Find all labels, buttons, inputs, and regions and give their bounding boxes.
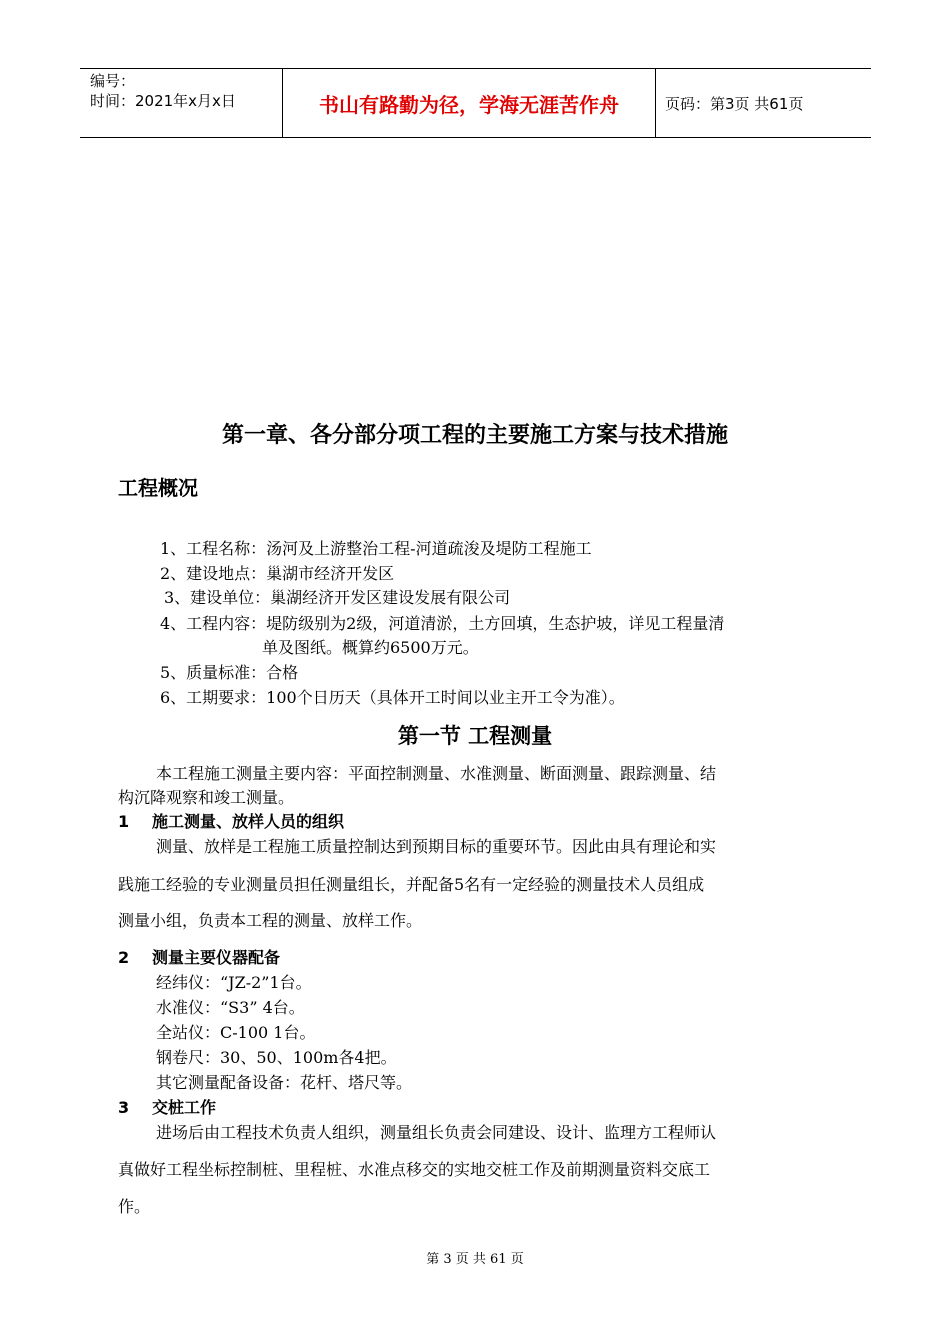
paragraph-line: 作。 [118, 1197, 151, 1216]
paragraph-line: 测量小组，负责本工程的测量、放样工作。 [118, 911, 423, 930]
header-page-label: 页码：第3页 共61页 [665, 95, 804, 113]
subsection-number: 1 [118, 812, 130, 831]
page-footer: 第 3 页 共 61 页 [426, 1252, 524, 1267]
overview-item: 5、质量标准：合格 [160, 663, 299, 682]
overview-item: 4、工程内容：堤防级别为2级，河道清淤，土方回填，生态护坡，详见工程量清 [160, 614, 725, 633]
equipment-line: 全站仪：C-100 1台。 [156, 1023, 316, 1042]
subsection-title: 测量主要仪器配备 [152, 948, 281, 967]
date-label: 时间：2021年x月x日 [90, 92, 236, 110]
subsection-heading-1 [118, 809, 344, 832]
header-meta [90, 71, 236, 111]
section-title: 第一节 工程测量 [397, 724, 553, 748]
header-motto: 书山有路勤为径，学海无涯苦作舟 [319, 92, 619, 117]
subsection-heading-3 [118, 1095, 216, 1118]
section-intro-line: 构沉降观察和竣工测量。 [118, 788, 295, 807]
section-intro-line: 本工程施工测量主要内容：平面控制测量、水准测量、断面测量、跟踪测量、结 [156, 764, 717, 783]
overview-heading: 工程概况 [118, 476, 198, 500]
overview-item-continued: 单及图纸。概算约6500万元。 [262, 638, 479, 657]
subsection-title: 交桩工作 [152, 1098, 217, 1117]
equipment-line: 水准仪：“S3” 4台。 [156, 998, 305, 1017]
header-divider [655, 69, 656, 137]
chapter-title: 第一章、各分部分项工程的主要施工方案与技术措施 [221, 423, 728, 448]
subsection-number: 3 [118, 1098, 130, 1117]
paragraph-line: 践施工经验的专业测量员担任测量组长，并配备5名有一定经验的测量技术人员组成 [118, 875, 705, 894]
subsection-heading-2 [118, 945, 280, 968]
equipment-line: 钢卷尺：30、50、100m各4把。 [156, 1048, 397, 1067]
paragraph-line: 进场后由工程技术负责人组织，测量组长负责会同建设、设计、监理方工程师认 [156, 1123, 717, 1142]
subsection-title: 施工测量、放样人员的组织 [152, 812, 345, 831]
overview-item: 2、建设地点：巢湖市经济开发区 [160, 564, 395, 583]
overview-item: 6、工期要求：100个日历天（具体开工时间以业主开工令为准）。 [160, 688, 625, 707]
equipment-line: 经纬仪：“JZ-2”1台。 [156, 973, 312, 992]
overview-item: 1、工程名称：汤河及上游整治工程-河道疏浚及堤防工程施工 [160, 539, 592, 558]
number-label: 编号： [90, 72, 136, 90]
equipment-line: 其它测量配备设备：花杆、塔尺等。 [156, 1073, 413, 1092]
paragraph-line: 测量、放样是工程施工质量控制达到预期目标的重要环节。因此由具有理论和实 [156, 837, 717, 856]
overview-item: 3、建设单位：巢湖经济开发区建设发展有限公司 [164, 588, 511, 607]
header-table [80, 68, 871, 138]
subsection-number: 2 [118, 948, 130, 967]
paragraph-line: 真做好工程坐标控制桩、里程桩、水准点移交的实地交桩工作及前期测量资料交底工 [118, 1160, 711, 1179]
